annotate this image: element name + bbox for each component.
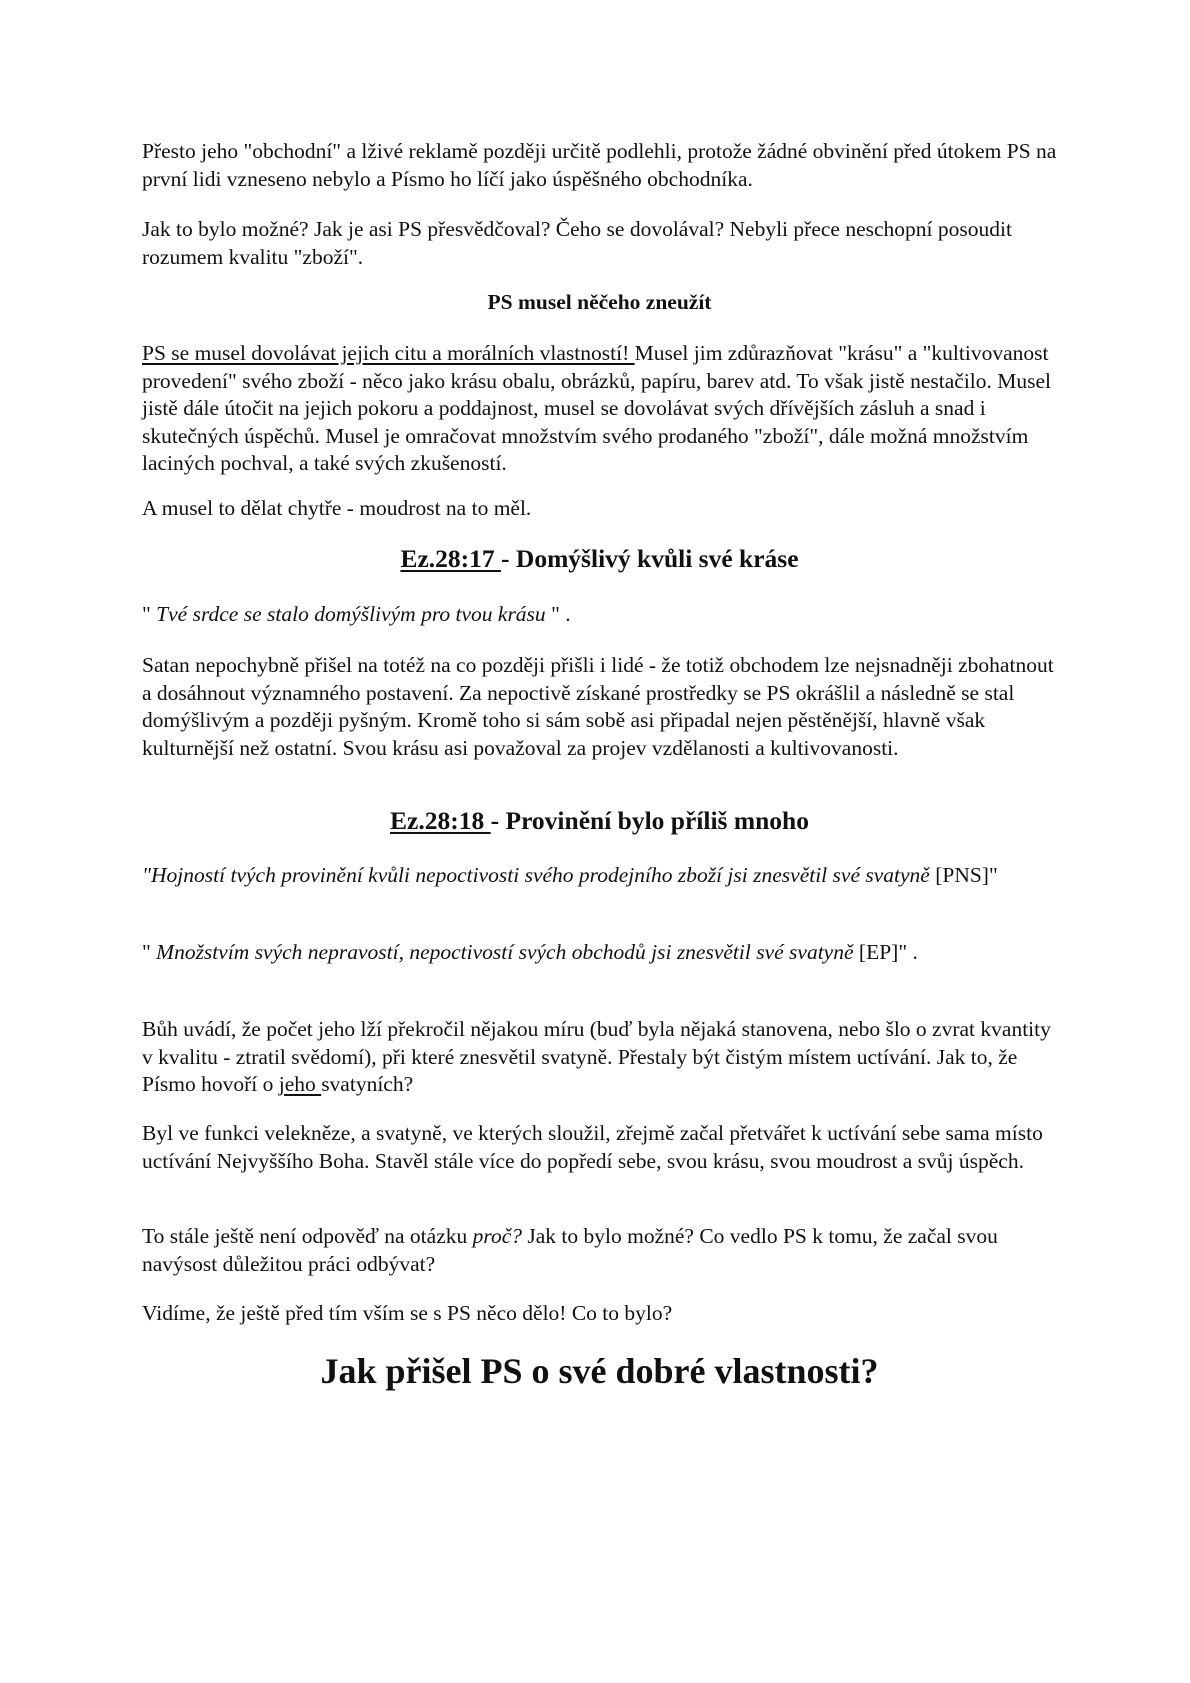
paragraph-text: Bůh uvádí, že počet jeho lží překročil nějakou míru (buď byla nějaká stanovena, nebo šlo o zvrat kvantity v kvalitu - ztratil svědomí), při které znesvětil svatyně. Přestaly být čistým místem uctívání. Jak to, že Písmo hovoří o (142, 1017, 1051, 1096)
quote-mark: " (142, 602, 157, 626)
heading-ps-musel-neceho-zneuzit: PS musel něčeho zneužít (487, 290, 712, 314)
paragraph-text: Jak to bylo možné? Co vedlo PS k tomu, že začal svou navýsost důležitou práci odbývat? (142, 1224, 998, 1276)
paragraph-ps-se-musel-dovolavat (142, 340, 1057, 478)
paragraph-text: To stále ještě není odpověď na otázku (142, 1224, 473, 1248)
quote-text: Množstvím svých nepravostí, nepoctivostí svých obchodů jsi znesvětil své svatyně (156, 940, 854, 964)
paragraph-byl-ve-funkci: Byl ve funkci velekněze, a svatyně, ve kterých sloužil, zřejmě začal přetvářet k uctívání sebe sama místo uctívání Nejvyššího Boha. Stavěl stále více do popředí sebe, svou krásu, svou moudrost a svůj úspěch. (142, 1121, 1043, 1173)
paragraph-satan-nepochybne: Satan nepochybně přišel na totéž na co později přišli i lidé - že totiž obchodem lze nejsnadněji zbohatnout a dosáhnout významného postavení. Za nepoctivě získané prostředky se PS okrášlil a následně se stal domýšlivým a později pyšným. Kromě toho si sám sobě asi připadal nejen pěstěnější, hlavně však kulturnější než ostatní. Svou krásu asi považoval za projev vzdělanosti a kultivovanosti. (142, 653, 1054, 760)
paragraph-vidime: Vidíme, že ještě před tím vším se s PS něco dělo! Co to bylo? (142, 1301, 673, 1325)
scripture-reference: Ez.28:17 (400, 544, 502, 573)
quote-source: [PNS]" (929, 863, 998, 887)
underlined-word: jeho (278, 1072, 322, 1096)
emphasis-proc: proč? (472, 1224, 522, 1248)
quote-mark: " (142, 940, 157, 964)
heading-title: - Provinění bylo příliš mnoho (490, 806, 809, 835)
heading-jak-prisel-ps: Jak přišel PS o své dobré vlastnosti? (320, 1351, 879, 1391)
quote-source: [EP]" . (853, 940, 918, 964)
scripture-reference: Ez.28:18 (390, 806, 491, 835)
paragraph-text: Musel jim zdůrazňovat "krásu" a "kultivovanost provedení" svého zboží - něco jako krásu obalu, obrázků, papíru, barev atd. To však jistě nestačilo. Musel jistě dále útočit na jejich pokoru a poddajnost, musel se dovolávat svých dřívějších zásluh a snad i skutečných úspěchů. Musel je omračovat množstvím svého prodaného "zboží", dále možná množstvím laciných pochval, a také svých zkušeností. (142, 341, 1052, 475)
quote-ep (142, 939, 1057, 967)
quote-text: "Hojností tvých provinění kvůli nepoctivosti svého prodejního zboží jsi znesvětil své svatyně (142, 863, 930, 887)
quote-ez-28-17 (142, 601, 1057, 629)
paragraph-buh-uvadi (142, 1016, 1057, 1099)
paragraph-text: svatyních? (321, 1072, 414, 1096)
paragraph-questions: Jak to bylo možné? Jak je asi PS přesvědčoval? Čeho se dovolával? Nebyli přece neschopní posoudit rozumem kvalitu "zboží". (142, 217, 1012, 269)
underlined-phrase: PS se musel dovolávat jejich citu a morálních vlastností! (142, 341, 635, 365)
heading-ez-28-17 (142, 544, 1057, 574)
paragraph-intro: Přesto jeho "obchodní" a lživé reklamě později určitě podlehli, protože žádné obvinění před útokem PS na první lidi vzneseno nebylo a Písmo ho líčí jako úspěšného obchodníka. (142, 139, 1057, 191)
quote-text: Tvé srdce se stalo domýšlivým pro tvou krásu (156, 602, 546, 626)
quote-pns (142, 862, 1057, 890)
paragraph-musel-to-delat-chytre: A musel to dělat chytře - moudrost na to měl. (142, 496, 532, 520)
heading-title: - Domýšlivý kvůli své kráse (501, 544, 799, 573)
quote-mark: " . (545, 602, 571, 626)
paragraph-to-stale-jeste (142, 1223, 1057, 1278)
heading-ez-28-18 (142, 806, 1057, 836)
